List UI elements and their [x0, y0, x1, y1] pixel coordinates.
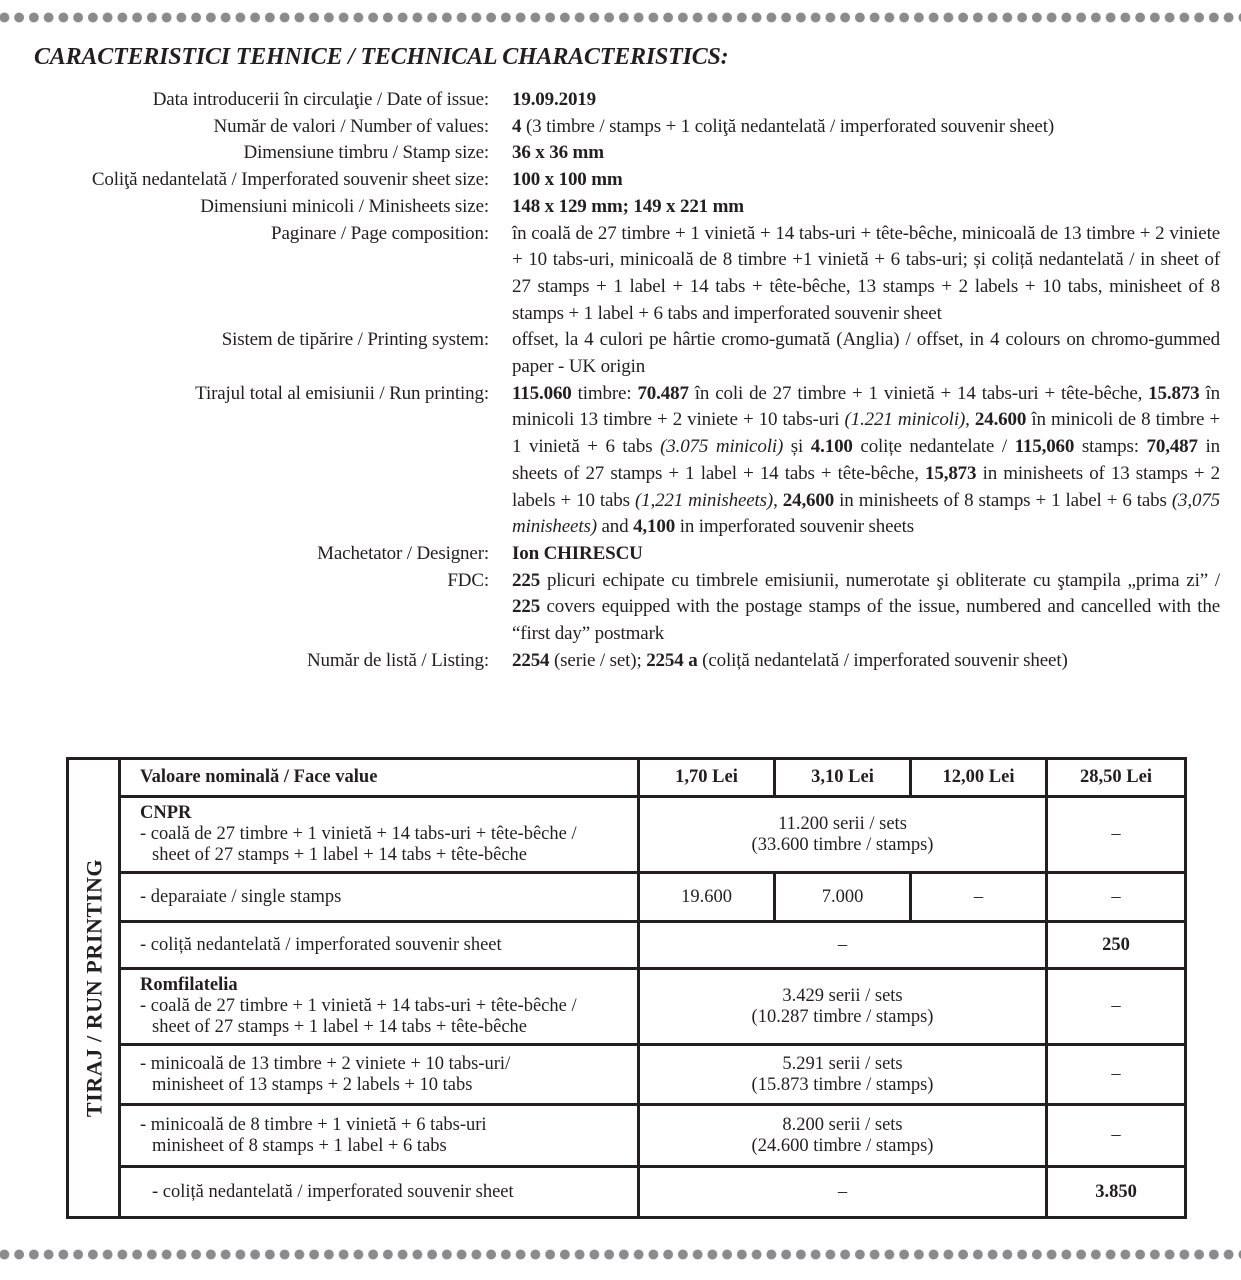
spec-run-printing [0, 381, 1241, 541]
side-label-cell [68, 759, 120, 1218]
spec-value: Ion CHIRESCU [512, 542, 643, 564]
spec-value: offset, la 4 culori pe hârtie cromo-gumată (Anglia) / offset, in 4 colours on chromo-gummed paper - UK origin [512, 329, 1220, 378]
row-sets: 8.200 serii / sets (24.600 timbre / stamps) [639, 1105, 1047, 1167]
row-description: Romfilatelia - coală de 27 timbre + 1 vinietă + 14 tabs-uri + tête-bêche / sheet of 27 stamps + 1 label + 14 tabs + tête-bêche [120, 969, 639, 1045]
spec-label: Număr de listă / Listing: [306, 649, 489, 671]
row-description: - coliță nedantelată / imperforated souvenir sheet [120, 922, 639, 969]
table-row [68, 1167, 1186, 1218]
spec-souvenir-sheet-size [0, 167, 1241, 194]
spec-number-of-values [0, 114, 1241, 141]
row-description: - deparaiate / single stamps [120, 873, 639, 922]
spec-label: Data introducerii în circulaţie / Date of issue: [152, 89, 489, 110]
dotted-border-bottom [0, 1249, 1241, 1260]
spec-fdc [0, 568, 1241, 648]
table-header-row [68, 759, 1186, 797]
spec-value: 36 x 36 mm [512, 142, 604, 164]
header-value-4: 28,50 Lei [1047, 759, 1186, 797]
row-merged-value: – [639, 1167, 1047, 1218]
table-row [68, 969, 1186, 1045]
spec-value: 2254 (serie / set); 2254 a (coliță nedantelată / imperforated souvenir sheet) [512, 649, 1068, 671]
spec-label: Dimensiune timbru / Stamp size: [243, 142, 489, 164]
table-row [68, 797, 1186, 873]
header-face-value: Valoare nominală / Face value [120, 759, 639, 797]
row-sets: 3.429 serii / sets (10.287 timbre / stamps) [639, 969, 1047, 1045]
row-last-value: – [1047, 969, 1186, 1045]
spec-stamp-size [0, 140, 1241, 167]
row-last-value: – [1047, 1045, 1186, 1105]
row-description: CNPR - coală de 27 timbre + 1 vinietă + 14 tabs-uri + tête-bêche / sheet of 27 stamps + 1 label + 14 tabs + tête-bêche [120, 797, 639, 873]
table-row [68, 873, 1186, 922]
spec-page-composition [0, 221, 1241, 328]
header-value-3: 12,00 Lei [911, 759, 1047, 797]
run-printing-table [66, 757, 1187, 1219]
side-label: TIRAJ / RUN PRINTING [81, 858, 106, 1118]
spec-value: 225 plicuri echipate cu timbrele emisiunii, numerotate şi obliterate cu ştampila „prima zi” / 225 covers equipped with the postage stamps of the issue, numbered and cancelled with the “first day” postmark [512, 569, 1220, 645]
row-value-3: – [911, 873, 1047, 922]
row-last-value: – [1047, 1105, 1186, 1167]
row-last-value: 3.850 [1047, 1167, 1186, 1218]
spec-label: Coliţă nedantelată / Imperforated souvenir sheet size: [91, 169, 489, 191]
row-sets: 5.291 serii / sets (15.873 timbre / stamps) [639, 1045, 1047, 1105]
row-last-value: – [1047, 797, 1186, 873]
table-row [68, 1105, 1186, 1167]
row-sets: 11.200 serii / sets (33.600 timbre / stamps) [639, 797, 1047, 873]
spec-value: 115.060 timbre: 70.487 în coli de 27 timbre + 1 vinietă + 14 tabs-uri + tête-bêche, 15.873 în minicoli 13 timbre + 2 viniete + 10 tabs-uri (1.221 minicoli), 24.600 în minicoli de 8 timbre + 1 vinietă + 6 tabs (3.075 minicoli) și 4.100 colițe nedantelate / 115,060 stamps: 70,487 in sheets of 27 stamps + 1 label + 14 tabs + tête-bêche, 15,873 in minisheets of 13 stamps + 2 labels + 10 tabs (1,221 minisheets), 24,600 in minisheets of 8 stamps + 1 label + 6 tabs (3,075 minisheets) and 4,100 in imperforated souvenir sheets [512, 382, 1221, 538]
page-title: CARACTERISTICI TEHNICE / TECHNICAL CHARACTERISTICS: [34, 44, 729, 70]
row-description: - coliță nedantelată / imperforated souvenir sheet [120, 1167, 639, 1218]
header-value-2: 3,10 Lei [775, 759, 911, 797]
spec-label: FDC: [447, 569, 489, 591]
spec-value: 19.09.2019 [512, 89, 597, 110]
spec-value: în coală de 27 timbre + 1 vinietă + 14 tabs-uri + tête-bêche, minicoală de 13 timbre + 2 viniete + 10 tabs-uri, minicoală de 8 timbre +1 vinietă + 6 tabs-uri; și coliță nedantelată / in sheet of 27 stamps + 1 label + 14 tabs + tête-bêche, 13 stamps + 2 labels + 10 tabs, minisheet of 8 stamps + 1 label + 6 tabs and imperforated souvenir sheet [512, 222, 1220, 324]
spec-listing [0, 648, 1241, 675]
spec-label: Paginare / Page composition: [271, 222, 489, 244]
table-row [68, 1045, 1186, 1105]
spec-date-of-issue [0, 87, 1241, 114]
spec-value: 148 x 129 mm; 149 x 221 mm [512, 195, 744, 217]
spec-label: Număr de valori / Number of values: [213, 115, 489, 137]
table-row [68, 922, 1186, 969]
technical-specs [0, 87, 1241, 674]
row-description: - minicoală de 13 timbre + 2 viniete + 10 tabs-uri/ minisheet of 13 stamps + 2 labels + 10 tabs [120, 1045, 639, 1105]
spec-value: 100 x 100 mm [512, 169, 623, 191]
spec-label: Dimensiuni minicoli / Minisheets size: [200, 195, 489, 217]
spec-label: Sistem de tipărire / Printing system: [221, 329, 489, 351]
row-value-2: 7.000 [775, 873, 911, 922]
row-last-value: – [1047, 873, 1186, 922]
row-merged-value: – [639, 922, 1047, 969]
spec-printing-system [0, 327, 1241, 380]
spec-minisheets-size [0, 194, 1241, 221]
row-last-value: 250 [1047, 922, 1186, 969]
spec-label: Machetator / Designer: [317, 542, 489, 564]
row-description: - minicoală de 8 timbre + 1 vinietă + 6 tabs-uri minisheet of 8 stamps + 1 label + 6 tabs [120, 1105, 639, 1167]
spec-value: 4 (3 timbre / stamps + 1 coliţă nedantelată / imperforated souvenir sheet) [512, 115, 1055, 137]
row-value-1: 19.600 [639, 873, 775, 922]
spec-label: Tirajul total al emisiunii / Run printing: [195, 382, 489, 404]
spec-designer [0, 541, 1241, 568]
dotted-border-top [0, 12, 1241, 23]
header-value-1: 1,70 Lei [639, 759, 775, 797]
